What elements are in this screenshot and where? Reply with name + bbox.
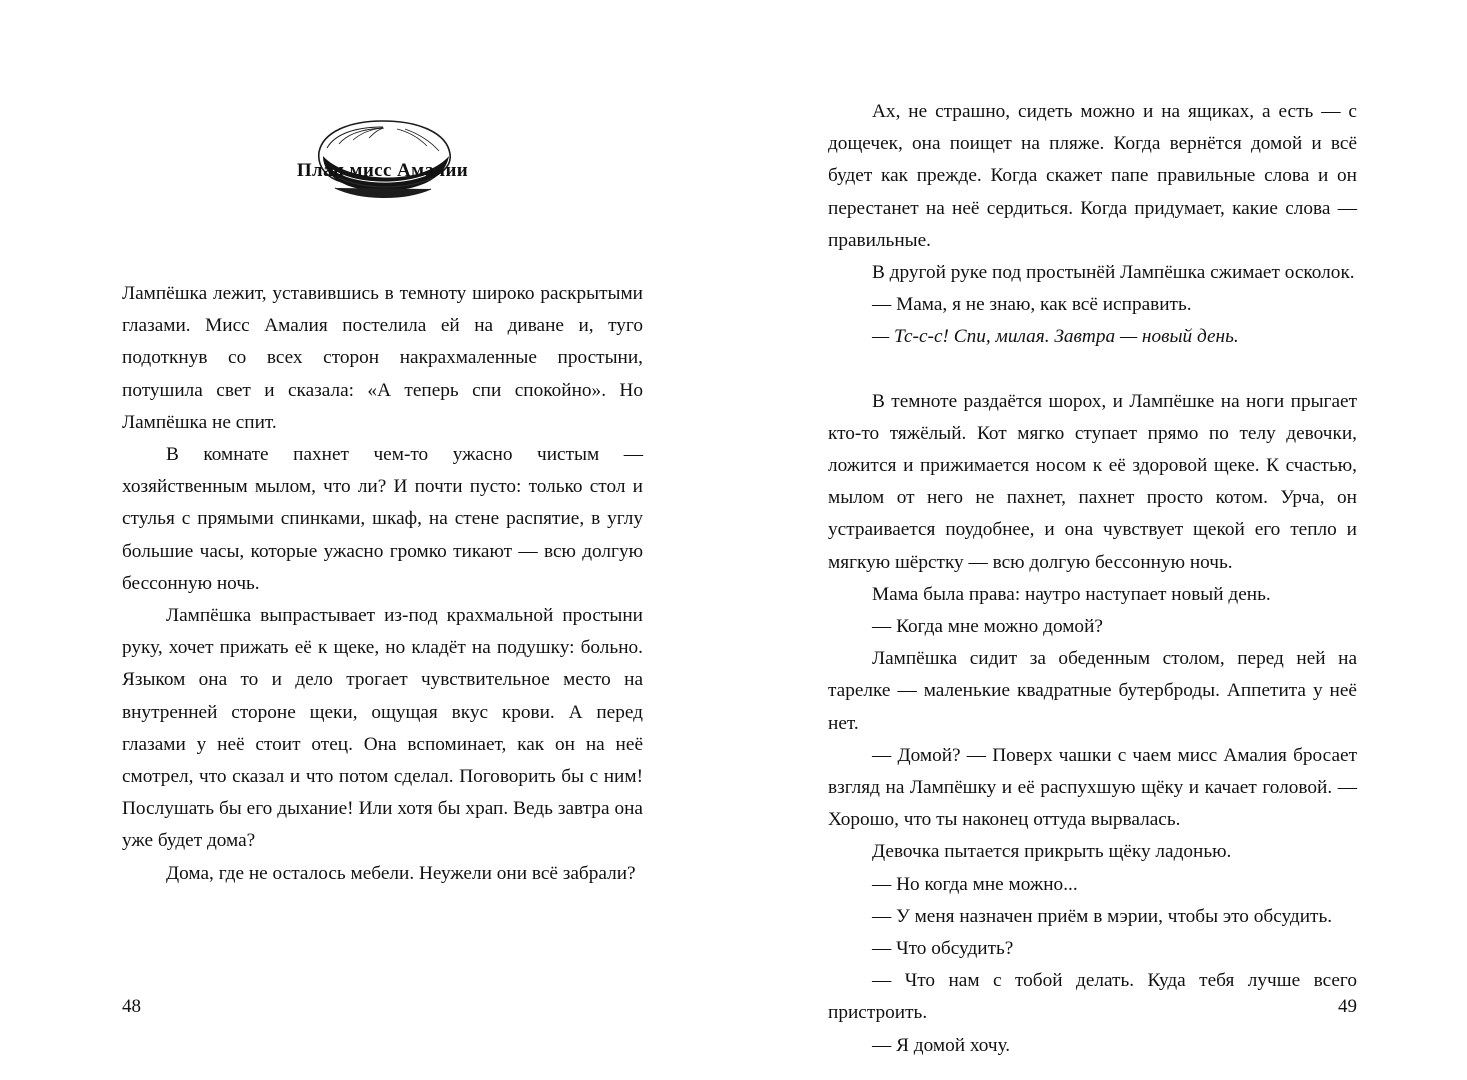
paragraph: Лампёшка выпрастывает из-под крахмальной простыни руку, хочет прижать её к щеке, но кладёт на подушку: больно. Языком она то и дело трогает чувствительное место на внутренней стороне щеки, ощущая вкус крови. А перед глазами у неё стоит отец. Она вспоминает, как он на неё смотрел, что сказал и что потом сделал. Поговорить бы с ним! Послушать бы его дыхание! Или хотя бы храп. Ведь завтра она уже будет дома? bbox=[122, 605, 643, 852]
paragraph: — Когда мне можно домой? bbox=[872, 616, 1103, 638]
paragraph: В комнате пахнет чем-то ужасно чистым — хозяйственным мылом, что ли? И почти пусто: только стол и стулья с прямыми спинками, шкаф, на стене распятие, в углу большие часы, которые ужасно громко тикают — всю долгую бессонную ночь. bbox=[122, 444, 643, 594]
page-number-right: 49 bbox=[1338, 996, 1357, 1017]
paragraph: — Но когда мне можно... bbox=[872, 873, 1078, 895]
chapter-title: План мисс Амалии bbox=[296, 160, 469, 181]
shell-ornament-icon bbox=[122, 0, 643, 118]
paragraph: Мама была права: наутро наступает новый день. bbox=[872, 583, 1271, 605]
paragraph: — Тс-с-с! Спи, милая. Завтра — новый день. bbox=[872, 326, 1239, 348]
paragraph: В темноте раздаётся шорох, и Лампёшке на ноги прыгает кто-то тяжёлый. Кот мягко ступает прямо по телу девочки, ложится и прижимается носом к её здоровой щеке. К счастью, мылом от него не пахнет, пахнет просто котом. Урча, он устраивается поудобнее, и она чувствует щекой его тепло и мягкую шёрстку — всю долгую бессонную ночь. bbox=[828, 390, 1357, 573]
paragraph: — Мама, я не знаю, как всё исправить. bbox=[872, 294, 1192, 316]
left-page bbox=[0, 0, 733, 1080]
paragraph: Лампёшка лежит, уставившись в темноту широко раскрытыми глазами. Мисс Амалия постелила ей на диване и, туго подоткнув со всех сторон накрахмаленные простыни, потушила свет и сказала: «А теперь спи спокойно». Но Лампёшка не спит. bbox=[122, 283, 643, 433]
right-page-body bbox=[828, 0, 1357, 1062]
paragraph: Ах, не страшно, сидеть можно и на ящиках, а есть — с дощечек, она поищет на пляже. Когда вернётся домой и всё будет как прежде. Когда скажет папе правильные слова и он перестанет на неё сердиться. Когда придумает, какие слова — правильные. bbox=[828, 101, 1357, 251]
paragraph: Лампёшка сидит за обеденным столом, перед ней на тарелке — маленькие квадратные бутерброды. Аппетита у неё нет. bbox=[828, 648, 1357, 734]
paragraph: — Что нам с тобой делать. Куда тебя лучше всего пристроить. bbox=[828, 970, 1357, 1024]
paragraph: — Домой? — Поверх чашки с чаем мисс Амалия бросает взгляд на Лампёшку и её распухшую щёку и качает головой. — Хорошо, что ты наконец оттуда вырвалась. bbox=[828, 744, 1357, 831]
paragraph: — У меня назначен приём в мэрии, чтобы это обсудить. bbox=[872, 905, 1333, 927]
paragraph: Девочка пытается прикрыть щёку ладонью. bbox=[872, 841, 1232, 863]
paragraph: — Я домой хочу. bbox=[872, 1034, 1011, 1056]
paragraph: Дома, где не осталось мебели. Неужели они всё забрали? bbox=[166, 862, 636, 884]
page-number-left: 48 bbox=[122, 996, 141, 1017]
right-page bbox=[733, 0, 1467, 1080]
paragraph: В другой руке под простынёй Лампёшка сжимает осколок. bbox=[872, 262, 1355, 284]
left-page-body bbox=[122, 278, 643, 890]
paragraph: — Что обсудить? bbox=[872, 938, 1014, 960]
